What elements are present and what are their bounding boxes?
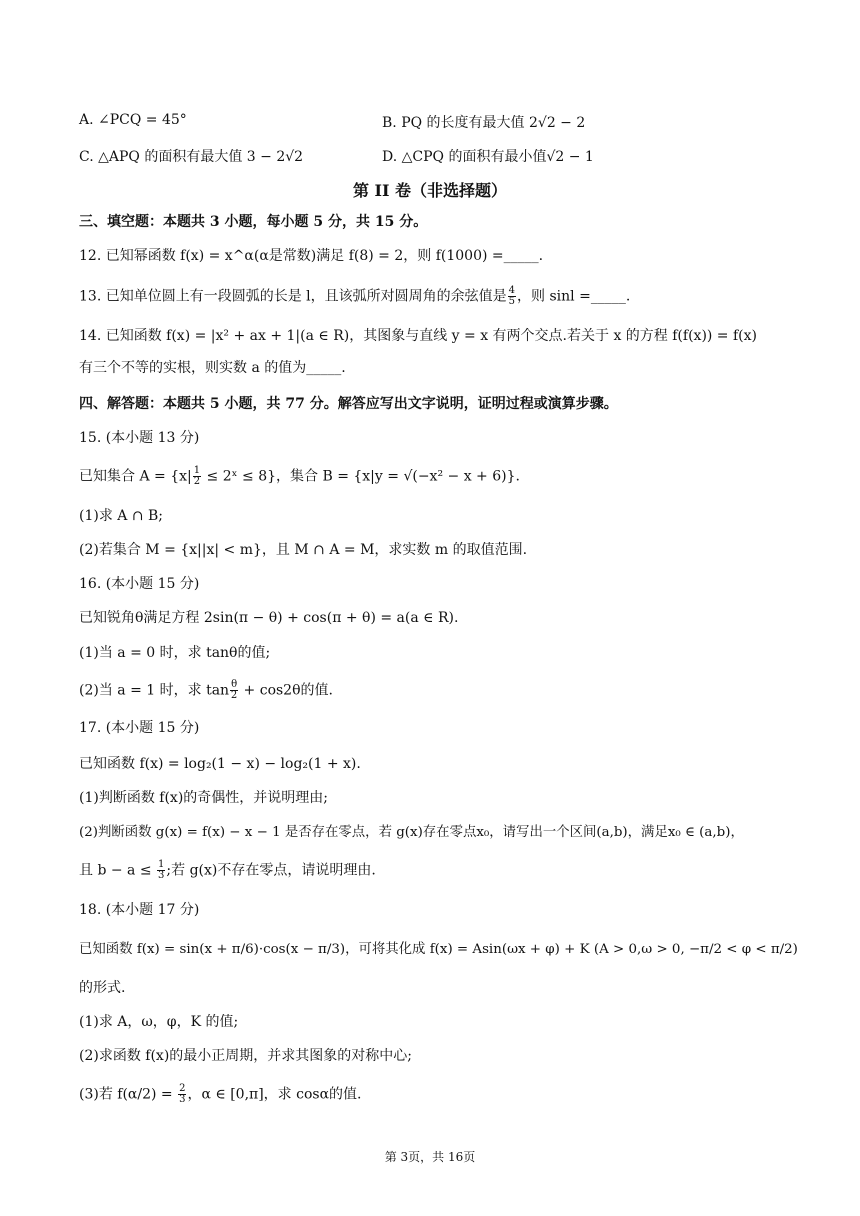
q16-part1: (1)当 a = 0 时，求 tanθ的值; — [79, 645, 271, 661]
q17-part3-before: 且 b − a ≤ — [79, 862, 157, 879]
q18-part3 — [79, 1084, 362, 1105]
option-b: B. PQ 的长度有最大值 2√2 − 2 — [382, 115, 586, 131]
q16-part2 — [79, 680, 333, 701]
q18-frac-num: 2 — [179, 1083, 186, 1094]
q13-frac-num: 4 — [508, 285, 516, 296]
q17-title: 17. (本小题 15 分) — [79, 720, 200, 736]
q18-frac-den: 3 — [179, 1094, 186, 1105]
q18-stem: 已知函数 f(x) = sin(x + π/6)·cos(x − π/3)，可将其化成 f(x) = Asin(ωx + φ) + K (A > 0,ω > 0, −π/2 < φ < π/2) — [79, 942, 798, 957]
q15-stem-after: ≤ 2ˣ ≤ 8}，集合 B = {x|y = √(−x² − x + 6)}. — [202, 468, 520, 485]
question-13 — [79, 286, 630, 307]
question-14-line2: 有三个不等的实根，则实数 a 的值为_____. — [79, 360, 346, 376]
option-a: A. ∠PCQ = 45° — [79, 112, 187, 128]
q15-part1: (1)求 A ∩ B; — [79, 508, 164, 524]
q16-part2-before: (2)当 a = 1 时，求 tan — [79, 682, 230, 699]
q15-title: 15. (本小题 13 分) — [79, 430, 200, 446]
q18-title: 18. (本小题 17 分) — [79, 902, 200, 918]
q15-fraction — [193, 466, 201, 487]
q15-frac-den: 2 — [193, 476, 201, 487]
q17-part3 — [79, 860, 376, 881]
q17-part1: (1)判断函数 f(x)的奇偶性，并说明理由; — [79, 790, 328, 806]
q16-title: 16. (本小题 15 分) — [79, 576, 200, 592]
q17-stem: 已知函数 f(x) = log₂(1 − x) − log₂(1 + x). — [79, 756, 361, 772]
option-d: D. △CPQ 的面积有最小值√2 − 1 — [382, 149, 594, 165]
q17-fraction — [157, 860, 165, 881]
section-heading: 第 II 卷（非选择题） — [352, 181, 508, 200]
q17-frac-num: 1 — [158, 859, 165, 870]
q16-part2-after: + cos2θ的值. — [239, 682, 333, 699]
option-c: C. △APQ 的面积有最大值 3 − 2√2 — [79, 149, 304, 165]
q18-part3-after: ，α ∈ [0,π]，求 cosα的值. — [187, 1086, 362, 1103]
q13-fraction — [508, 286, 516, 307]
q17-part2: (2)判断函数 g(x) = f(x) − x − 1 是否存在零点，若 g(x)存在零点x₀，请写出一个区间(a,b)，满足x₀ ∈ (a,b)， — [79, 825, 744, 840]
question-12: 12. 已知幂函数 f(x) = x^α(α是常数)满足 f(8) = 2，则 f(1000) =_____. — [79, 248, 544, 264]
page-footer: 第 3页，共 16页 — [384, 1150, 476, 1164]
q16-frac-den: 2 — [230, 690, 238, 701]
q16-fraction — [230, 680, 238, 701]
q18-fraction — [178, 1084, 186, 1105]
q13-text-before: 13. 已知单位圆上有一段圆弧的长是 l，且该弧所对圆周角的余弦值是 — [79, 288, 507, 305]
q16-stem: 已知锐角θ满足方程 2sin(π − θ) + cos(π + θ) = a(a ∈ R). — [79, 610, 459, 626]
solve-header: 四、解答题：本题共 5 小题，共 77 分。解答应写出文字说明，证明过程或演算步骤。 — [79, 396, 618, 412]
q16-frac-num: θ — [231, 679, 238, 690]
q15-part2: (2)若集合 M = {x||x| < m}，且 M ∩ A = M，求实数 m 的取值范围. — [79, 542, 528, 558]
q17-part3-after: ;若 g(x)不存在零点，请说明理由. — [166, 862, 376, 879]
q17-frac-den: 3 — [158, 870, 165, 881]
q18-part1: (1)求 A，ω，φ，K 的值; — [79, 1014, 239, 1030]
q15-stem-before: 已知集合 A = {x| — [79, 468, 192, 485]
fill-in-header: 三、填空题：本题共 3 小题，每小题 5 分，共 15 分。 — [79, 214, 428, 230]
q18-part2: (2)求函数 f(x)的最小正周期，并求其图象的对称中心; — [79, 1048, 412, 1064]
q13-text-after: ，则 sinl =_____. — [517, 288, 631, 305]
q15-frac-num: 1 — [193, 465, 201, 476]
q13-frac-den: 5 — [508, 296, 516, 307]
question-14-line1: 14. 已知函数 f(x) = |x² + ax + 1|(a ∈ R)，其图象与直线 y = x 有两个交点.若关于 x 的方程 f(f(x)) = f(x) — [79, 328, 757, 344]
q15-stem — [79, 466, 520, 487]
q18-part3-before: (3)若 f(α/2) = — [79, 1086, 178, 1103]
q18-stem-cont: 的形式. — [79, 980, 126, 996]
